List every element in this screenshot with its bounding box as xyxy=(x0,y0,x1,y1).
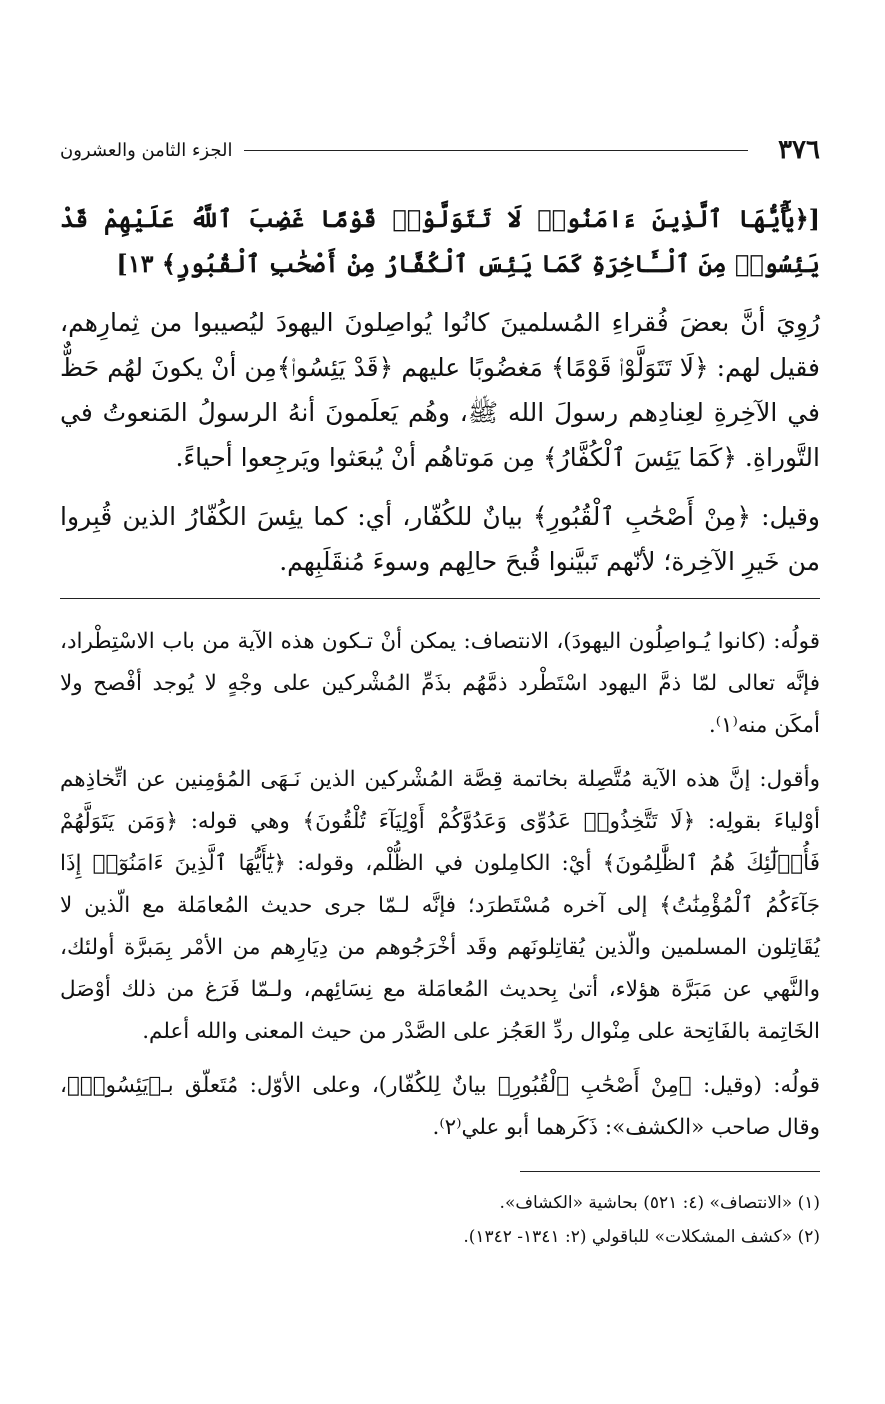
header-rule xyxy=(244,150,748,151)
running-head xyxy=(60,130,820,170)
gloss-paragraph-2: وأقول: إنَّ هذه الآية مُتَّصِلة بخاتمة قِصَّة المُشْركين الذين نَـهَى المُؤمِنين عن اتِّخاذِهم أوْلياءَ بقولِه: ﴿لَا تَتَّخِذُوا۟ عَدُوِّى وَعَدُوَّكُمْ أَوْلِيَآءَ تُلْقُونَ﴾ وهي قوله: ﴿وَمَن يَتَوَلَّهُمْ فَأُو۟لَٰٓئِكَ هُمُ ٱلظَّٰلِمُونَ﴾ أيْ: الكامِلون في الظُّلْم، وقوله: ﴿يَٰٓأَيُّهَا ٱلَّذِينَ ءَامَنُوٓا۟ إِذَا جَآءَكُمُ ٱلْمُؤْمِنَٰتُ﴾ إلى آخره مُسْتَطرَد؛ فإنَّه لـمّا جرى حديث المُعامَلة مع الّذين لا يُقَاتِلون المسلمين والّذين يُقاتِلونَهم وقَد أخْرَجُوهم من دِيَارِهم من الأمْر بِمَبرَّة أولئك، والنَّهي عن مَبَرَّة هؤلاء، أتىٰ بِحديث المُعامَلة مع نِسَائِهم، ولـمّا فَرَغ من ذلك أوْصَل الخَاتِمة بالفَاتِحة على مِنْوال ردِّ العَجُز على الصَّدْر من حيث المعنى والله أعلم. xyxy=(60,767,820,1044)
commentary-paragraph-2: وقيل: ﴿مِنْ أَصْحَٰبِ ٱلْقُبُورِ﴾ بيانٌ للكُفّار، أي: كما يئِسَ الكُفّارُ الذين قُبِروا من خَيرِ الآخِرة؛ لأنّهم تَبيَّنوا قُبحَ حالِهم وسوءَ مُنقَلَبِهم. xyxy=(60,502,820,576)
gloss-paragraph-3: قولُه: (وقيل: ﴿مِنْ أَصْحَٰبِ ٱلْقُبُورِ﴾ بيانٌ لِلكُفّار)، وعلى الأوّل: مُتَعلّق بـ﴿يَئِسُوا۟﴾، وقال صاحب «الكشف»: ذَكَرهما أبو علي⁽٢⁾. xyxy=(60,1073,820,1140)
gloss-paragraph-1: قولُه: (كانوا يُـواصِلُون اليهودَ)، الانتصاف: يمكن أنْ تـكون هذه الآية من باب الاسْتِطْراد، فإنَّه تعالى لمّا ذمَّ اليهود اسْتَطْرد ذمَّهُم بذَمِّ المُشْركين على وجْهٍ لا يُوجد أفْصح ولا أمكَن منه⁽١⁾. xyxy=(60,629,820,738)
running-title: الجزء الثامن والعشرون xyxy=(60,139,233,161)
page-number: ٣٧٦ xyxy=(778,135,820,165)
footnote-2: (٢) «كشف المشكلات» للباقولي (٢: ١٣٤١- ١٣٤٢). xyxy=(463,1227,820,1247)
book-page xyxy=(60,130,820,1254)
footnotes xyxy=(60,1186,820,1254)
footnote-1: (١) «الانتصاف» (٤: ٥٢١) بحاشية «الكشاف». xyxy=(499,1193,820,1213)
footnote-rule xyxy=(520,1171,820,1172)
commentary-paragraph-1: رُوِيَ أنَّ بعضَ فُقراءِ المُسلمينَ كانُوا يُواصِلونَ اليهودَ ليُصيبوا من ثِمارِهم، فقيل لهم: ﴿لَا تَتَوَلَّوْا۟ قَوْمًا﴾ مَغضُوبًا عليهم ﴿قَدْ يَئِسُوا۟﴾مِن أنْ يكونَ لهُم حَظٌّ في الآخِرةِ لعِنادِهم رسولَ الله ﷺ، وهُم يَعلَمونَ أنهُ الرسولُ المَنعوتُ في التَّوراةِ. ﴿كَمَا يَئِسَ ٱلْكُفَّارُ﴾ مِن مَوتاهُم أنْ يُبعَثوا ويَرجِعوا أحياءً. xyxy=(60,308,820,472)
quran-verse: [﴿يَٰٓأَيُّهَا ٱلَّذِينَ ءَامَنُوا۟ لَا تَتَوَلَّوْا۟ قَوْمًا غَضِبَ ٱللَّهُ عَلَيْهِمْ قَدْ يَئِسُوا۟ مِنَ ٱلْـَٔاخِرَةِ كَمَا يَئِسَ ٱلْكُفَّارُ مِنْ أَصْحَٰبِ ٱلْقُبُورِ﴾ ١٣] xyxy=(60,204,820,278)
gloss-text xyxy=(60,621,820,1149)
section-divider xyxy=(60,598,820,599)
main-text xyxy=(60,196,820,584)
